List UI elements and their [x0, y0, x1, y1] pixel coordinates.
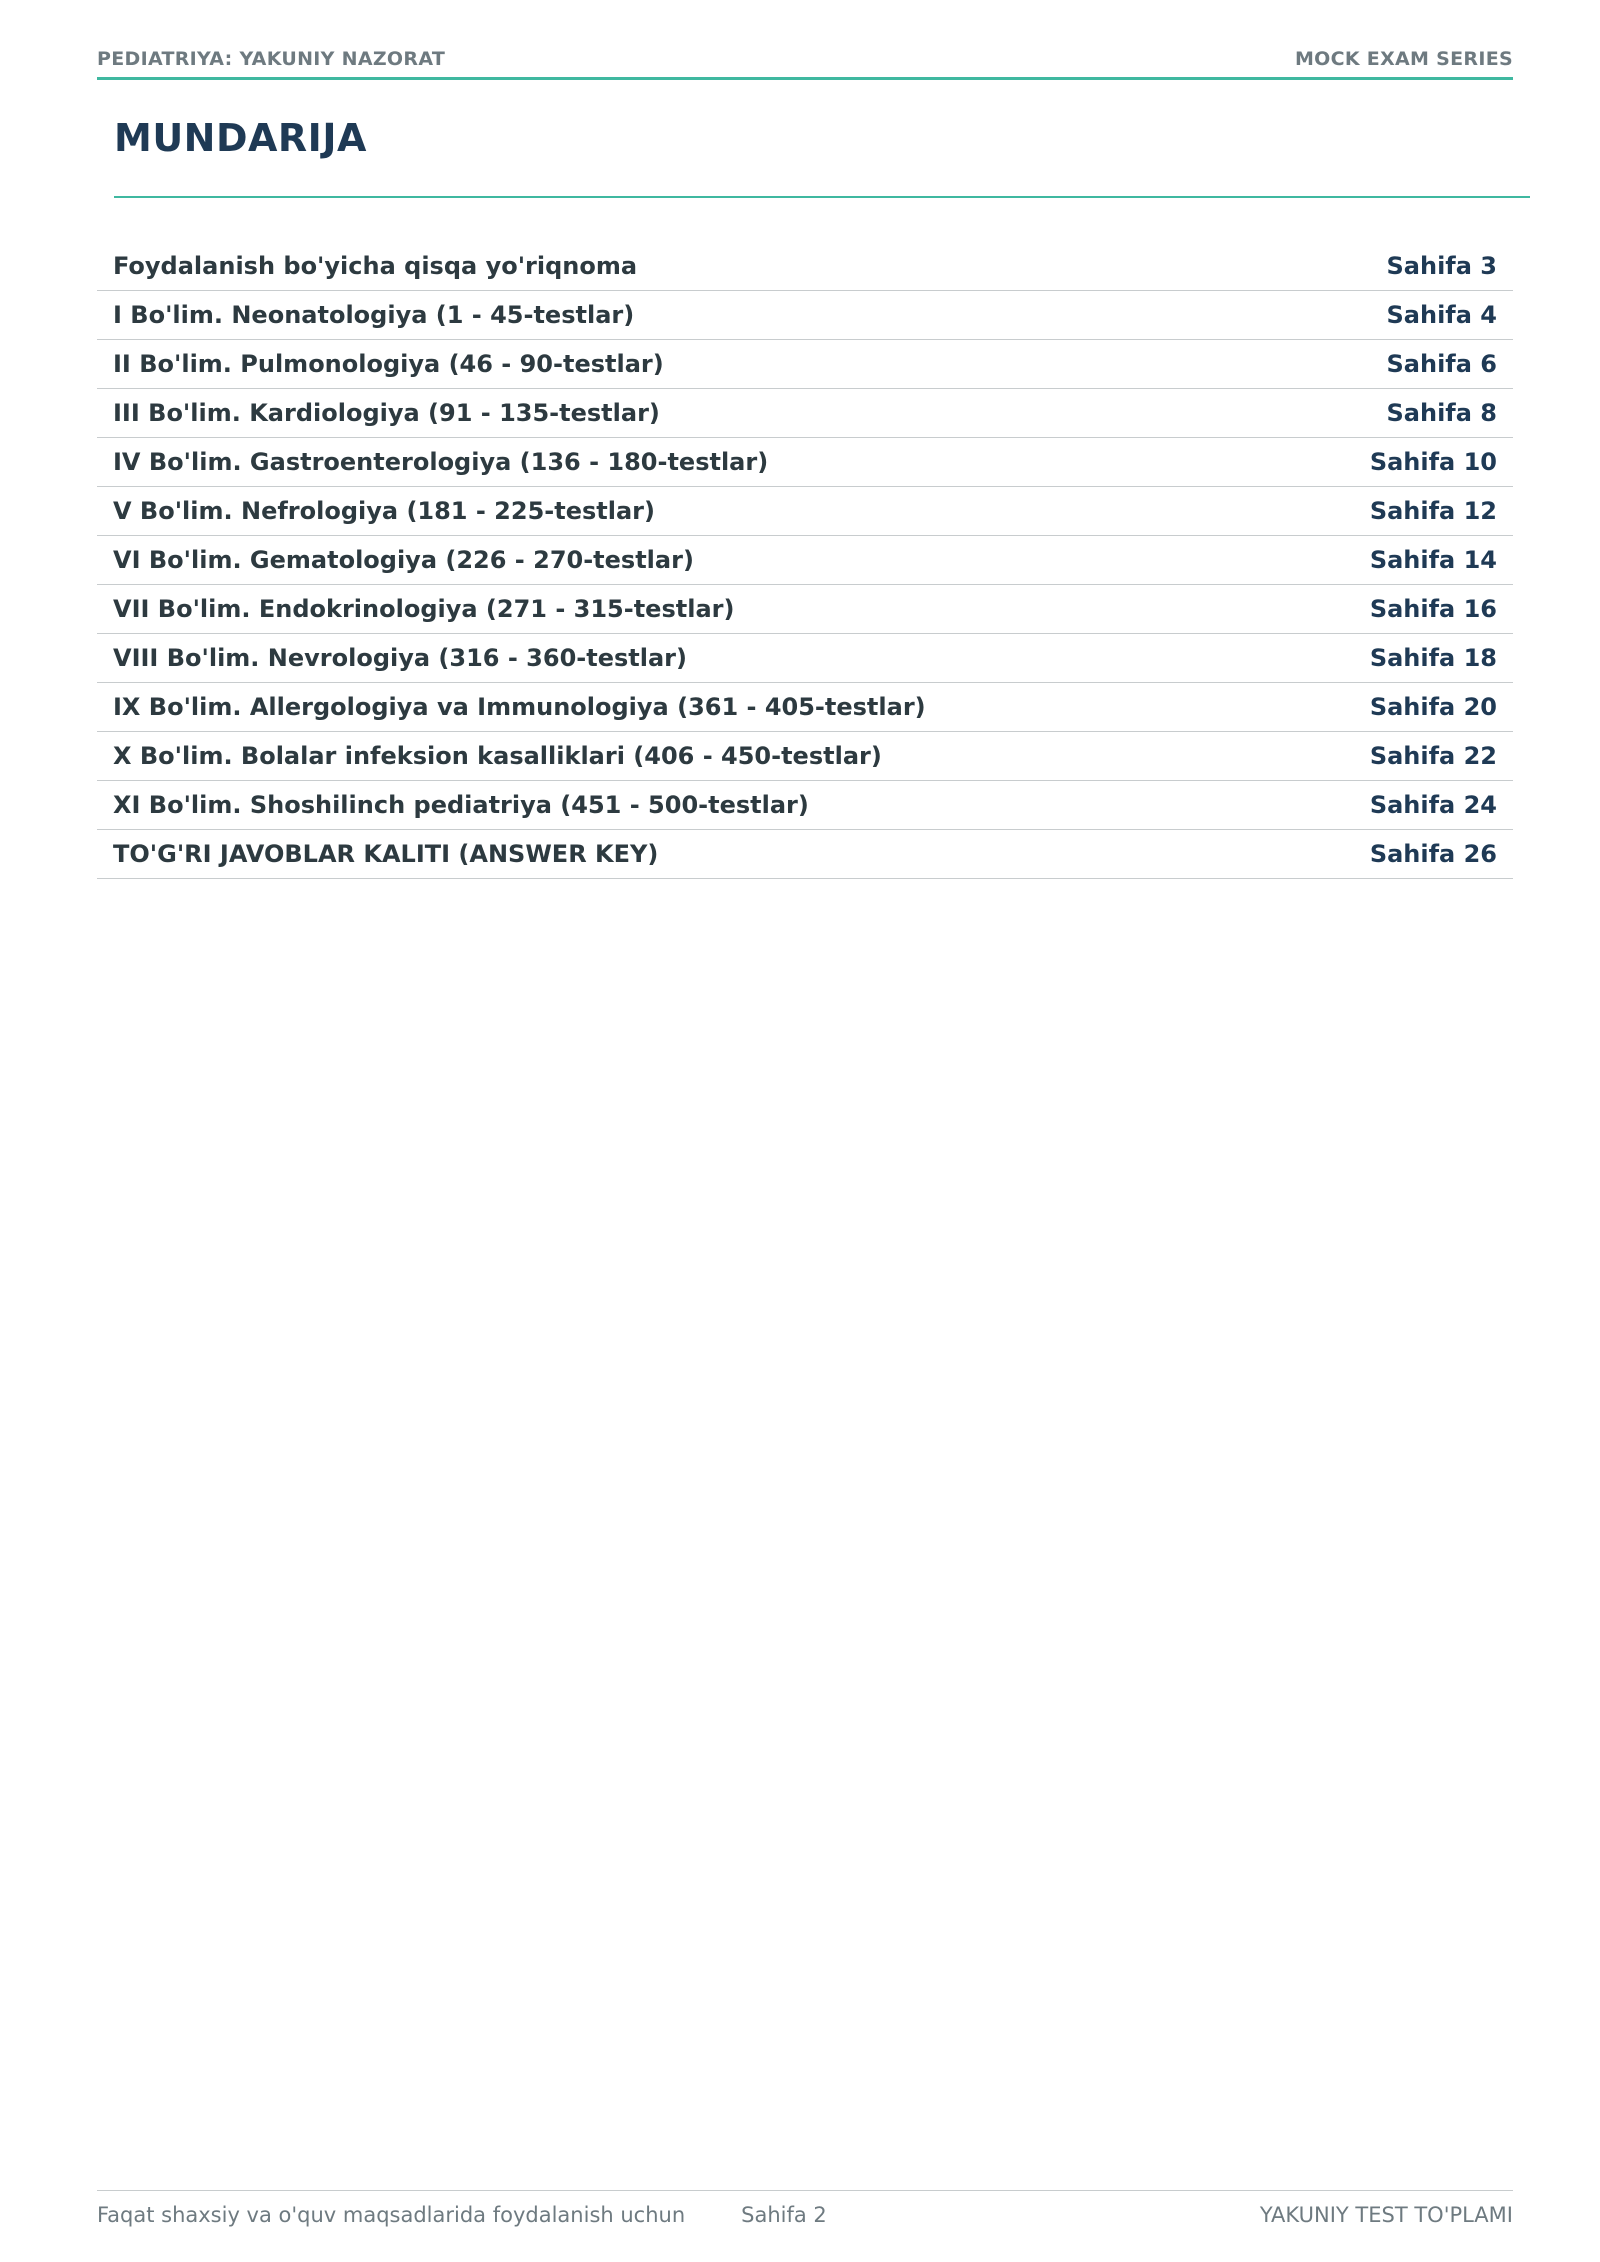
toc-item-page: Sahifa 4: [1386, 301, 1497, 329]
toc-item-pulmonologiya[interactable]: [97, 340, 1513, 389]
toc-item-answer-key[interactable]: [97, 830, 1513, 879]
toc-item-gastroenterologiya[interactable]: [97, 438, 1513, 487]
toc-item-page: Sahifa 16: [1369, 595, 1497, 623]
header-series-label: MOCK EXAM SERIES: [1294, 48, 1513, 70]
toc-item-label: TO'G'RI JAVOBLAR KALITI (ANSWER KEY): [113, 840, 659, 868]
toc-item-gematologiya[interactable]: [97, 536, 1513, 585]
toc-item-label: V Bo'lim. Nefrologiya (181 - 225-testlar): [113, 497, 655, 525]
toc-item-page: Sahifa 20: [1369, 693, 1497, 721]
toc-item-page: Sahifa 26: [1369, 840, 1497, 868]
title-block: [114, 112, 1530, 198]
toc-item-page: Sahifa 6: [1386, 350, 1497, 378]
toc-item-page: Sahifa 12: [1369, 497, 1497, 525]
footer-collection-title: YAKUNIY TEST TO'PLAMI: [1259, 2203, 1513, 2227]
toc-item-label: X Bo'lim. Bolalar infeksion kasalliklari (406 - 450-testlar): [113, 742, 882, 770]
toc-item-page: Sahifa 22: [1369, 742, 1497, 770]
toc-item-allergologiya[interactable]: [97, 683, 1513, 732]
header-course-title: PEDIATRIYA: YAKUNIY NAZORAT: [97, 48, 446, 70]
toc-item-label: III Bo'lim. Kardiologiya (91 - 135-testlar): [113, 399, 660, 427]
page-title: MUNDARIJA: [114, 116, 367, 160]
toc-item-label: VII Bo'lim. Endokrinologiya (271 - 315-testlar): [113, 595, 735, 623]
toc-item-guide[interactable]: [97, 242, 1513, 291]
toc-item-label: VI Bo'lim. Gematologiya (226 - 270-testlar): [113, 546, 694, 574]
toc-item-nevrologiya[interactable]: [97, 634, 1513, 683]
toc-item-label: XI Bo'lim. Shoshilinch pediatriya (451 - 500-testlar): [113, 791, 809, 819]
table-of-contents: [97, 242, 1513, 879]
footer-page-number: Sahifa 2: [741, 2203, 827, 2227]
toc-item-kardiologiya[interactable]: [97, 389, 1513, 438]
toc-item-page: Sahifa 10: [1369, 448, 1497, 476]
toc-item-page: Sahifa 18: [1369, 644, 1497, 672]
page-footer: [97, 2190, 1513, 2227]
toc-item-label: VIII Bo'lim. Nevrologiya (316 - 360-testlar): [113, 644, 687, 672]
toc-item-label: I Bo'lim. Neonatologiya (1 - 45-testlar): [113, 301, 635, 329]
footer-left-group: [97, 2203, 827, 2227]
toc-item-page: Sahifa 24: [1369, 791, 1497, 819]
toc-item-infeksion[interactable]: [97, 732, 1513, 781]
page-header: [97, 48, 1513, 80]
toc-item-shoshilinch[interactable]: [97, 781, 1513, 830]
toc-item-page: Sahifa 3: [1386, 252, 1497, 280]
toc-item-endokrinologiya[interactable]: [97, 585, 1513, 634]
footer-usage-note: Faqat shaxsiy va o'quv maqsadlarida foydalanish uchun: [97, 2203, 686, 2227]
toc-item-label: IV Bo'lim. Gastroenterologiya (136 - 180-testlar): [113, 448, 769, 476]
toc-item-neonatologiya[interactable]: [97, 291, 1513, 340]
toc-item-label: IX Bo'lim. Allergologiya va Immunologiya (361 - 405-testlar): [113, 693, 926, 721]
toc-item-nefrologiya[interactable]: [97, 487, 1513, 536]
toc-item-page: Sahifa 8: [1386, 399, 1497, 427]
toc-item-label: Foydalanish bo'yicha qisqa yo'riqnoma: [113, 252, 638, 280]
toc-item-page: Sahifa 14: [1369, 546, 1497, 574]
toc-item-label: II Bo'lim. Pulmonologiya (46 - 90-testlar): [113, 350, 664, 378]
